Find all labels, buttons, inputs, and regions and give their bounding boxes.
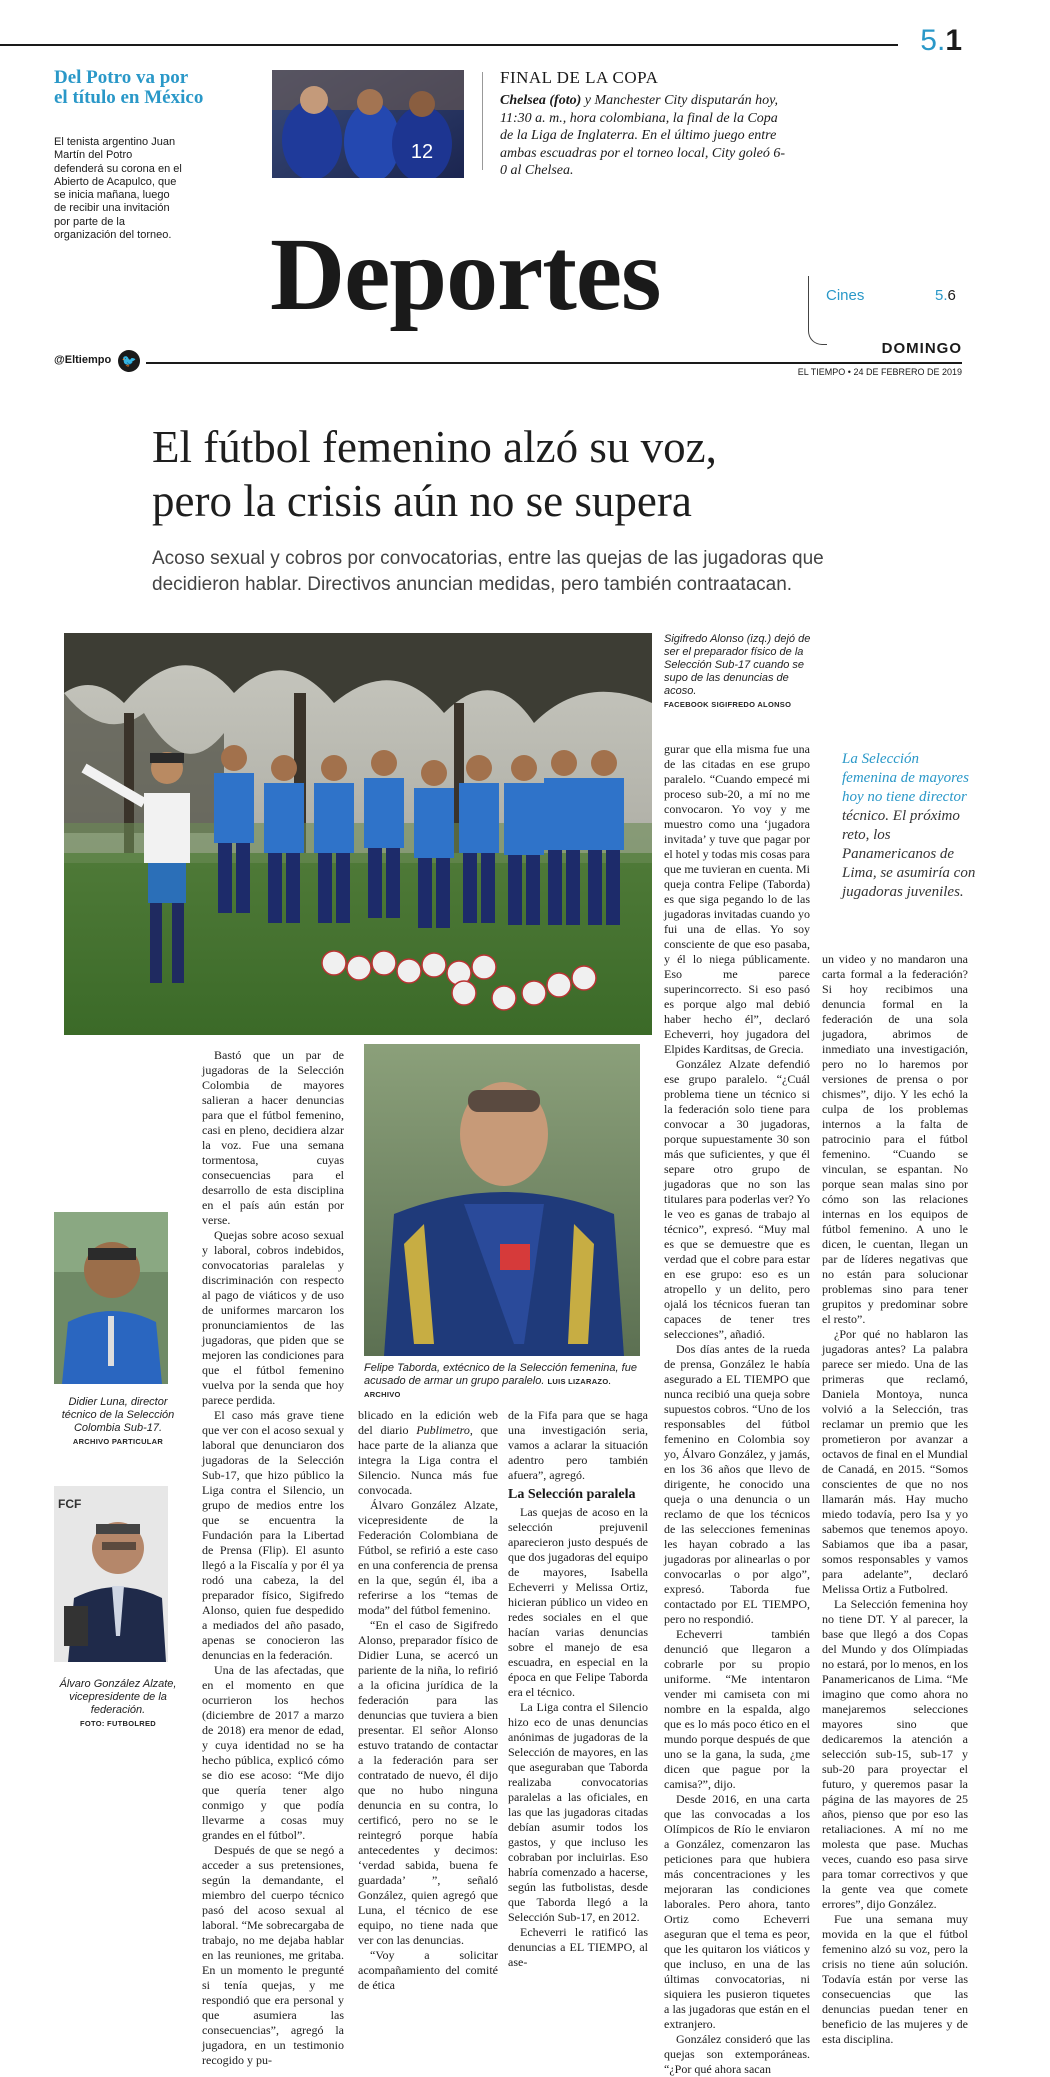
- coach-caption-text: Felipe Taborda, extécnico de la Selección femenina, fue acusado de armar un grupo paralelo.: [364, 1362, 637, 1387]
- cines-link[interactable]: Cines: [826, 287, 865, 304]
- twitter-handle[interactable]: @Eltiempo: [54, 354, 112, 366]
- luna-caption-text: Didier Luna, director técnico de la Selección Colombia Sub-17.: [61, 1396, 175, 1434]
- pull-quote: [842, 750, 977, 902]
- cines-bracket: [808, 276, 827, 345]
- svg-text:12: 12: [410, 141, 434, 163]
- col4-paragraph-5: Desde 2016, en una carta que las convocadas a los Olímpicos de Río le enviaron a González, comenzaron las peticiones para que hubiera más concentraciones y les mejoraran las condiciones laborales. Pero ahora, tanto Ortiz como Echeverri aseguran que el tema es peor, que les quitaron los viáticos y que incluso, en una de las últimas convocatorias, ni siquiera les pusieron tiquetes a las jugadoras que están en el extranjero.: [664, 1792, 810, 2031]
- header-rule: [146, 362, 962, 364]
- col2-paragraph-3: “En el caso de Sigifredo Alonso, preparador físico de Didier Luna, se acercó un pariente de la niña, lo refirió a la oficina jurídica de la federación para las denuncias que tuviera a bien presentar. El señor Alonso estuvo tratando de contactar a la federación para ser contratado de nuevo, él dijo que no hubo ninguna denuncia en su contra, lo certificó, pero no se le reintegró porque había antecedentes y decimos: ‘verdad sabida, buena fe guardada’ ”, señaló González, quien agregó que Luna, el técnico de ese equipo, no tiene nada que ver con las denuncias.: [358, 1618, 498, 1947]
- article-column-1: [202, 1048, 344, 2068]
- col5-paragraph-4: Fue una semana muy movida en la que el fútbol femenino alzó su voz, pero la crisis no tiene aún solución. Todavía están por verse las consecuencias que las denuncias puedan tener en beneficio de las mujeres y de esta disciplina.: [822, 1912, 968, 2046]
- twitter-icon[interactable]: 🐦: [118, 350, 140, 372]
- headline-line-1: El fútbol femenino alzó su voz,: [152, 422, 717, 472]
- gonzalez-credit: FOTO: FUTBOLRED: [79, 1719, 157, 1728]
- section-number: 5.: [920, 24, 946, 57]
- main-photo-caption-text: Sigifredo Alonso (izq.) dejó de ser el preparador físico de la Selección Sub-17 cuando se supo de las denuncias de acoso.: [664, 633, 811, 697]
- page-number: [920, 24, 962, 58]
- col4-paragraph-6: González consideró que las quejas son extemporáneas. “¿Por qué ahora sacan: [664, 2032, 810, 2076]
- col2-paragraph-2: Álvaro González Alzate, vicepresidente de la Federación Colombiana de Fútbol, se refirió a este caso en una conferencia de prensa en la que, según él, iba a referirse a los “temas de moda” del fútbol femenino.: [358, 1498, 498, 1617]
- gonzalez-caption: [54, 1678, 182, 1730]
- coach-credit: LUIS LIZARAZO. ARCHIVO: [364, 1377, 611, 1399]
- cup-kicker[interactable]: FINAL DE LA COPA: [500, 68, 659, 87]
- col5-paragraph-2: ¿Por qué no hablaron las jugadoras antes? La palabra parece ser miedo. Una de las primeras que reclamó, Daniela Montoya, nunca volvió a la Selección, tras reclamar un premio que les prometieron por avanzar a octavos de final en el Mundial de Canadá, en 2015. “Somos conscientes de que no nos llamarán más. Hay mucho miedo todavía, pero Isa y yo sabemos que tenemos apoyo. Sabiamos que iba a pasar, somos responsables y vamos para adelante”, declaró Melissa Ortiz a Futbolred.: [822, 1327, 968, 1596]
- cines-section: 5.: [935, 287, 948, 304]
- felipe-taborda-photo[interactable]: [364, 1044, 640, 1356]
- alvaro-gonzalez-image: [54, 1486, 168, 1662]
- col1-paragraph-4: Una de las afectadas, que en el momento en que ocurrieron los hechos (diciembre de 2017 a marzo de 2018) era menor de edad, y cuya identidad no se ha hecho pública, explicó cómo se dio ese acoso: “Me dijo que quería tener algo conmigo y que podía llevarme a cosas muy grandes en el fútbol”.: [202, 1663, 344, 1842]
- cup-body-bold: Chelsea (foto): [500, 93, 582, 108]
- col3-paragraph-3: La Liga contra el Silencio hizo eco de unas denuncias anónimas de jugadoras de la Selección de mayores, en las que aseguraban que Taborda realizaba convocatorias paralelas a las oficiales, en las que las jugadoras citadas debían asumir todos los gastos, y que incluso les cobraban por incluirlas. Eso habría comenzado a hacerse, según las futbolistas, desde que Taborda llegó a la Selección Sub-17, en 2012.: [508, 1700, 648, 1924]
- headline-line-2: pero la crisis aún no se supera: [152, 476, 692, 526]
- pull-quote-highlight: La Selección femenina de mayores hoy no tiene director: [842, 751, 969, 805]
- col4-paragraph-3: Dos días antes de la rueda de prensa, González le había asegurado a EL TIEMPO que nunca recibió una queja sobre supuestos cobros. “Uno de los responsables del fútbol femenino en Colombia soy yo, Álvaro González, y jamás, en los 36 años que llevo de dirigente, he conocido una queja o una denuncia o un reclamo de que los técnicos de las selecciones femeninas les hayan cobrado a las jugadoras por alinearlas o por convocarlas o por algo”, expresó. Taborda fue contactado por EL TIEMPO, pero no respondió.: [664, 1342, 810, 1626]
- col1-paragraph-2: Quejas sobre acoso sexual y laboral, cobros indebidos, convocatorias paralelas y discriminación con respecto al pago de viáticos y de uso de uniformes marcaron los pronunciamientos de las jugadoras, que piden que se mejoren las condiciones para que el fútbol femenino vuelva por la senda que hoy parece perdida.: [202, 1228, 344, 1407]
- article-column-4: [664, 742, 810, 2077]
- page-number-value: 1: [945, 24, 962, 57]
- felipe-taborda-image: [364, 1044, 640, 1356]
- article-column-3: [508, 1408, 648, 1970]
- coach-photo-caption: [364, 1362, 644, 1401]
- cines-page[interactable]: [935, 287, 956, 304]
- cup-body-text: y Manchester City disputarán hoy, 11:30 a. m., hora colombiana, la final de la Copa de la Liga de Inglaterra. En el último juego entre ambas escuadras por el torneo local, City goleó 6-0 al Chelsea.: [500, 93, 786, 178]
- lead-item-body: El tenista argentino Juan Martín del Potro defenderá su corona en el Abierto de Acapulco, que se inicia mañana, luego de recibir una invitación por parte de la organización del torneo.: [54, 136, 182, 242]
- col3-paragraph-1: de la Fifa para que se haga una investigación seria, vamos a aclarar la situación adentro pero también afuera”, agregó.: [508, 1408, 648, 1482]
- alvaro-gonzalez-photo[interactable]: [54, 1486, 168, 1662]
- section-masthead: Deportes: [270, 217, 661, 332]
- chelsea-thumbnail[interactable]: [272, 70, 464, 178]
- svg-text:FCF: FCF: [58, 1497, 82, 1511]
- col2-paragraph-1: [358, 1408, 498, 1498]
- pull-quote-rest: técnico. El próximo reto, los Panamericanos de Lima, se asumiría con jugadoras juveniles.: [842, 808, 976, 900]
- lead-item-title[interactable]: Del Potro va por el título en México: [54, 67, 204, 108]
- cup-divider: [482, 72, 483, 170]
- article-headline: [152, 420, 912, 528]
- subhead-seleccion-paralela: La Selección paralela: [508, 1487, 636, 1502]
- cup-body: [500, 92, 790, 180]
- col2-p1-rest: , que hace parte de la alianza que integra la Liga contra el Silencio. Nunca más fue convocada.: [358, 1423, 499, 1497]
- col2-paragraph-4: “Voy a solicitar acompañamiento del comité de ética: [358, 1948, 498, 1992]
- top-rule: [0, 44, 898, 46]
- cines-page-value: 6: [947, 287, 956, 304]
- col2-p1-em: Publimetro: [416, 1423, 470, 1437]
- article-deck: [152, 546, 832, 598]
- col1-paragraph-1: Bastó que un par de jugadoras de la Selección Colombia de mayores salieran a hacer denuncias para que el fútbol femenino, casi en pleno, decidiera alzar la voz. Fue una semana tormentosa, cuyas consecuencias para el desarrollo de esta disciplina en el país aún están por verse.: [202, 1048, 344, 1227]
- col3-paragraph-4: Echeverri le ratificó las denuncias a EL TIEMPO, al ase-: [508, 1925, 648, 1969]
- col3-paragraph-2: Las quejas de acoso en la selección prejuvenil aparecieron justo después de que dos jugadoras del equipo de mayores, Isabella Echeverri y Melissa Ortiz, hicieran público un video en redes sociales en el que hacían varias denuncias sobre el manejo de esa escuadra, en especial en la época en que Felipe Taborda era el técnico.: [508, 1505, 648, 1699]
- col2-p1-start: blicado en la edición web del diario: [358, 1408, 498, 1437]
- col4-paragraph-4: Echeverri también denunció que llegaron a cobrarle por su propio uniforme. “Me intentaron vender mi camiseta con mi nombre en la espalda, algo que es lo más poco ético en el mundo porque después de que uno se la gana, la suda, ¿me dicen que pague por la camisa?”, dijo.: [664, 1627, 810, 1791]
- deck-line-2: decidieron hablar. Directivos anuncian medidas, pero también contraatacan.: [152, 574, 793, 595]
- gonzalez-caption-text: Álvaro González Alzate, vicepresidente de la federación.: [59, 1678, 177, 1716]
- chelsea-photo-image: [272, 70, 464, 178]
- day-label: DOMINGO: [881, 340, 962, 357]
- dateline: EL TIEMPO • 24 DE FEBRERO DE 2019: [797, 367, 962, 377]
- main-photo-caption: [664, 633, 814, 711]
- col1-paragraph-5: Después de que se negó a acceder a sus pretensiones, según la demandante, el miembro del cuerpo técnico pasó del acoso sexual al laboral. “Me sobrecargaba de trabajo, no me dejaba hablar en las reuniones, me gritaba. En un momento le pregunté si tenía quejas, y me respondió que era personal y que asumiera las consecuencias”, agregó la jugadora, en un testimonio recogido y pu-: [202, 1843, 344, 2067]
- col4-paragraph-2: González Alzate defendió ese grupo paralelo. “¿Cuál problema tiene un técnico si la federación solo tiene para convocar a 30 jugadoras, porque supuestamente 30 son más que suficientes, y que él separe otro grupo de jugadoras que no son las titulares para poderlas ver? Yo le veo es ganas de trabajo al técnico”, expresó. “Muy mal es que se demuestre que es verdad que el cobre para estar en ese grupo: eso es un atropello y un delito, pero ojalá los técnicos fueran tan capaces de tener tres selecciones”, añadió.: [664, 1057, 810, 1341]
- article-column-5: [822, 952, 968, 2047]
- col5-paragraph-1: un video y no mandaron una carta formal a la federación? Si hoy recibimos una denuncia formal en la federación de una sola jugadora, abrimos de inmediato una investigación, pero no lo haremos por versiones de prensa o por chismes”, dijo. Y les echó la culpa de los problemas internos a la falta de patrocinio para el fútbol femenino. “Cuando se vinculan, se espantan. No porque sean malas sino por cómo son las relaciones internas en los equipos de fútbol femenino. A uno le dicen, le cuentan, llegan un par de líderes negativas que no están para solucionar problemas sino para tener grupitos y predominar sobre el resto”.: [822, 952, 968, 1326]
- article-column-2: [358, 1408, 498, 1993]
- luna-caption: [54, 1396, 182, 1448]
- team-training-image: [64, 633, 652, 1035]
- deck-line-1: Acoso sexual y cobros por convocatorias, entre las quejas de las jugadoras que: [152, 548, 824, 569]
- col1-paragraph-3: El caso más grave tiene que ver con el acoso sexual y laboral que denunciaron dos jugadoras de la Selección Sub-17, que hizo público la Liga contra el Silencio, un grupo de medios entre los que se encuentra la Fundación para la Libertad de Prensa (Flip). El asunto llegó a la Fiscalía y por él ya rodó una cabeza, la del preparador físico, Sigifredo Alonso, quien fue despedido a mediados del año pasado, apenas se conocieron las denuncias en la federación.: [202, 1408, 344, 1662]
- col4-paragraph-1: gurar que ella misma fue una de las citadas en ese grupo paralelo. “Cuando empecé mi proceso sub-20, a mí no me convocaron. Yo voy y me muestro como una ‘jugadora invitada’ y tuve que pagar por el hotel y todas mis cosas para que me tuvieran en cuenta. Mi queja contra Felipe (Taborda) es que siga pegando lo de las jugadoras invitadas cuando yo fui una de ellas. Yo soy consciente de que eso pasaba, y él lo niega públicamente. Eso me parece superincorrecto. Si eso pasó es porque algo mal debió haber hecho él”, declaró Echeverri, hoy jugadora del Elpides Karditsas, de Grecia.: [664, 742, 810, 1056]
- luna-credit: ARCHIVO PARTICULAR: [72, 1437, 164, 1446]
- main-photo-credit: FACEBOOK SIGIFREDO ALONSO: [664, 700, 792, 709]
- col5-paragraph-3: La Selección femenina hoy no tiene DT. Y al parecer, la base que llegó a dos Copas del Mundo y dos Olímpiadas no estará, por lo menos, en los Panamericanos de Lima. “Me imagino que como ahora no manejaremos selecciones mayores sino que dedicaremos la atención a selección sub-15, sub-17 y sub-20 para proyectar el futuro, y queremos pasar la página de las mayores de 25 años, pienso que por eso las retaliaciones. A mí no me molesta que pase. Muchas veces, cuando eso pasa sirve para tomar correctivos y que la gente vea que comete errores”, dijo González.: [822, 1597, 968, 1911]
- didier-luna-image: [54, 1212, 168, 1384]
- didier-luna-photo[interactable]: [54, 1212, 168, 1384]
- team-training-photo[interactable]: [64, 633, 652, 1035]
